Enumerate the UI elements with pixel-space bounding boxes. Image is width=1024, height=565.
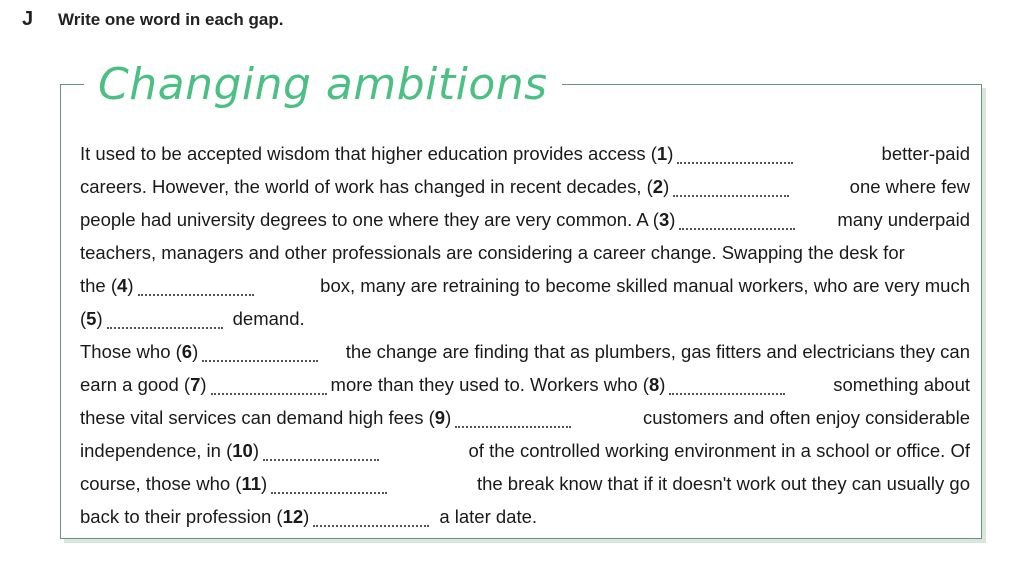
text-segment: back to their profession ( xyxy=(80,506,283,527)
gap-number: 7 xyxy=(190,374,201,395)
text-line xyxy=(80,269,970,302)
gap-number: 6 xyxy=(181,341,193,362)
gap-number: 8 xyxy=(648,374,660,395)
text-segment: the change are finding that as plumbers, gas fitters and electricians they can xyxy=(345,341,970,362)
text-segment: ) xyxy=(445,407,452,428)
text-line xyxy=(80,368,970,401)
text-segment: a later date. xyxy=(439,506,538,527)
text-segment: something about xyxy=(833,374,970,395)
text-line xyxy=(80,170,970,203)
text-segment: careers. However, the world of work has changed in recent decades, ( xyxy=(80,176,653,197)
gap-number: 10 xyxy=(232,440,253,461)
text-segment: ) xyxy=(261,473,268,494)
text-line xyxy=(80,434,970,467)
text-segment: Those who ( xyxy=(80,341,182,362)
text-segment: more than they used to. Workers who ( xyxy=(330,374,649,395)
text-segment: of the controlled working environment in a school or office. Of xyxy=(468,440,970,461)
text-line xyxy=(80,302,970,335)
text-segment: ) xyxy=(252,440,259,461)
answer-gap[interactable] xyxy=(669,392,785,395)
text-segment: course, those who ( xyxy=(80,473,242,494)
answer-gap[interactable] xyxy=(455,425,571,428)
article-text xyxy=(80,137,970,533)
text-line xyxy=(80,236,970,269)
text-segment: ) xyxy=(659,374,666,395)
text-line xyxy=(80,467,970,500)
text-segment: customers and often enjoy considerable xyxy=(642,407,970,428)
gap-number: 11 xyxy=(241,473,262,494)
answer-gap[interactable] xyxy=(677,161,793,164)
text-line xyxy=(80,335,970,368)
text-segment: better-paid xyxy=(881,143,970,164)
exercise-instruction: Write one word in each gap. xyxy=(58,10,284,29)
text-line xyxy=(80,500,970,533)
text-segment: ) xyxy=(127,275,134,296)
text-segment: the break know that if it doesn't work out they can usually go xyxy=(476,473,970,494)
text-line xyxy=(80,203,970,236)
gap-number: 1 xyxy=(656,143,668,164)
text-segment: independence, in ( xyxy=(80,440,233,461)
answer-gap[interactable] xyxy=(107,326,223,329)
text-segment: demand. xyxy=(232,308,305,329)
answer-gap[interactable] xyxy=(211,392,327,395)
text-segment: ) xyxy=(200,374,207,395)
article-title: Changing ambitions xyxy=(84,55,562,115)
text-line xyxy=(80,137,970,170)
answer-gap[interactable] xyxy=(202,359,318,362)
answer-gap[interactable] xyxy=(673,194,789,197)
text-segment: It used to be accepted wisdom that higher education provides access ( xyxy=(80,143,657,164)
text-segment: ) xyxy=(667,143,674,164)
gap-number: 12 xyxy=(282,506,304,527)
text-segment: ( xyxy=(80,308,87,329)
text-segment: many underpaid xyxy=(837,209,970,230)
answer-gap[interactable] xyxy=(138,293,254,296)
text-segment: earn a good ( xyxy=(80,374,191,395)
text-segment: ) xyxy=(663,176,670,197)
text-segment: one where few xyxy=(849,176,970,197)
gap-number: 5 xyxy=(86,308,97,329)
text-segment: ) xyxy=(192,341,199,362)
exercise-letter: J xyxy=(22,8,34,30)
gap-number: 4 xyxy=(117,275,128,296)
answer-gap[interactable] xyxy=(679,227,795,230)
text-segment: teachers, managers and other professionals are considering a career change. Swapping the desk for xyxy=(80,242,905,263)
text-line xyxy=(80,401,970,434)
answer-gap[interactable] xyxy=(263,458,379,461)
text-segment: ) xyxy=(669,209,676,230)
text-segment: the ( xyxy=(80,275,118,296)
answer-gap[interactable] xyxy=(271,491,387,494)
text-segment: box, many are retraining to become skilled manual workers, who are very much xyxy=(320,275,970,296)
gap-number: 9 xyxy=(434,407,446,428)
text-segment: people had university degrees to one where they are very common. A ( xyxy=(80,209,659,230)
gap-number: 2 xyxy=(652,176,664,197)
text-segment: ) xyxy=(96,308,103,329)
answer-gap[interactable] xyxy=(313,524,429,527)
gap-number: 3 xyxy=(658,209,670,230)
text-segment: these vital services can demand high fees ( xyxy=(80,407,435,428)
text-segment: ) xyxy=(303,506,310,527)
exercise-header xyxy=(22,8,283,31)
